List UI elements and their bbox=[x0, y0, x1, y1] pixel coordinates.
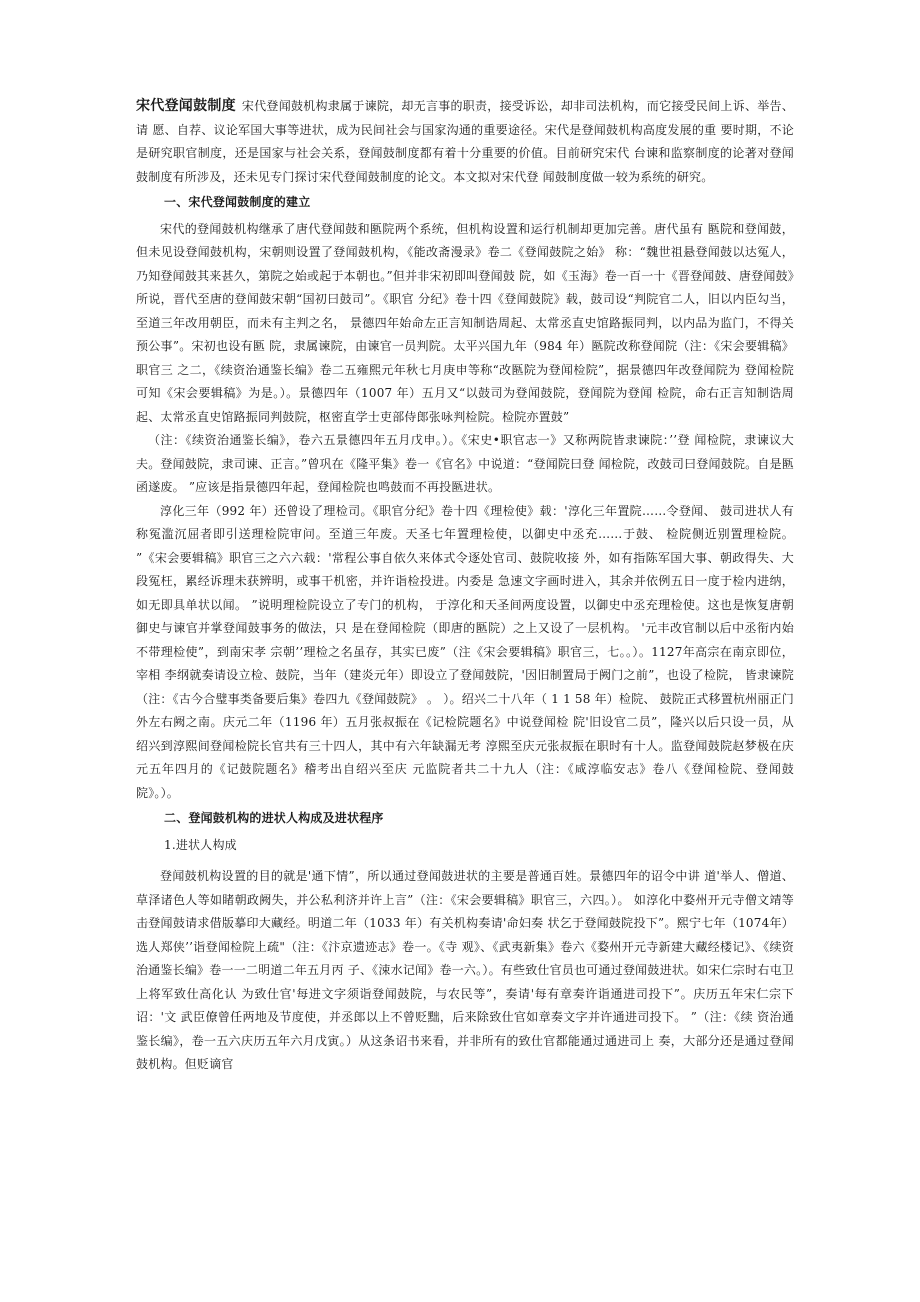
section1-paragraph-2: （注：《续资治通鉴长编》，卷六五景德四年五月戊申。）。《宋史•职官志一》又称两院皆隶谏院：’’登 闻检院，隶谏议大夫。登闻鼓院，隶司谏、正言。”曾巩在《隆平集》卷一《官名》中说道：“登闻院曰登 闻检院，改鼓司曰登闻鼓院。自是匦函遂废。 ”应该是指景德四年起，登闻检院也鸣鼓而不再投匦进状。 bbox=[136, 433, 794, 494]
section1-paragraph-3: 淳化三年（992 年）还曾设了理检司。《职官分纪》卷十四《理检使》载：'淳化三年置院……令登闻、 鼓司进状人有称冤滥沉屈者即引送理检院审问。至道三年废。天圣七年置理检使，以御史中丞充……于鼓、 检院侧近别置理检院。 ”《宋会要辑稿》职官三之六六载：'常程公事自依久来体式令逐处官司、鼓院收接 外，如有指陈军国大事、朝政得失、大段冤枉，累经诉理未获辨明，或事干机密，并许诣检投进。内委是 急速文字画时进入，其余并依例五日一度于检内进纳，如无即具单状以闻。 ”说明理检院设立了专门的机构， 于淳化和天圣间两度设置，以御史中丞充理检使。这也是恢复唐朝御史与谏官并掌登闻鼓事务的做法，只 是在登闻检院（即唐的匦院）之上又设了一层机构。 '元丰改官制以后中丞衔内始不带理检使”，到南宋孝 宗朝’’理检之名虽存，其实已废”（注《宋会要辑稿》职官三，七。。）。1127年高宗在南京即位，宰相 李纲就奏请设立检、鼓院，当年（建炎元年）即设立了登闻鼓院，'因旧制置局于阙门之前”，也设了检院， 皆隶谏院（注：《古今合璧事类备要后集》卷四九《登闻鼓院》 。 ）。绍兴二十八年（ 1 1 58 年）检院、 鼓院正式移置杭州丽正门外左右阙之南。庆元二年（1196 年）五月张叔振在《记检院题名》中说登闻检 院'旧设官二员”，隆兴以后只设一员，从绍兴到淳熙间登闻检院长官共有三十四人，其中有六年缺漏无考 淳熙至庆元张叔振在职时有十人。监登闻鼓院赵梦极在庆元五年四月的《记鼓院题名》稽考出自绍兴至庆 元监院者共二十九人（注：《咸淳临安志》卷八《登闻检院、登闻鼓院》。）。 bbox=[136, 503, 794, 800]
document-title: 宋代登闻鼓制度 bbox=[136, 98, 236, 114]
section-heading-1: 一、宋代登闻鼓制度的建立 bbox=[164, 195, 311, 209]
section-heading-2: 二、登闻鼓机构的进状人构成及进状程序 bbox=[164, 811, 384, 825]
subsection-heading-1: 1.进状人构成 bbox=[164, 837, 237, 852]
intro-paragraph bbox=[136, 95, 794, 189]
document-page bbox=[136, 95, 794, 1077]
section1-paragraph-1: 宋代的登闻鼓机构继承了唐代登闻鼓和匦院两个系统，但机构设置和运行机制却更加完善。唐代虽有 匦院和登闻鼓，但未见设登闻鼓机构，宋朝则设置了登闻鼓机构，《能改斋漫录》卷二《登闻鼓院之始》 称：“魏世祖悬登闻鼓以达冤人，乃知登闻鼓其来甚久，第院之始或起于本朝也。”但并非宋初即叫登闻鼓 院，如《玉海》卷一百一十《晋登闻鼓、唐登闻鼓》所说，晋代至唐的登闻鼓宋朝“国初曰鼓司”。《职官 分纪》卷十四《登闻鼓院》载，鼓司设“判院官二人，旧以内臣勾当，至道三年改用朝臣，而未有主判之名， 景德四年始命左正言知制诰周起、太常丞直史馆路振同判，以内品为监门，不得关预公事”。宋初也设有匦 院，隶属谏院，由谏官一员判院。太平兴国九年（984 年）匦院改称登闻院（注：《宋会要辑稿》职官三 之二，《续资治通鉴长编》卷二五雍熙元年秋七月庚申等称“改匦院为登闻检院”，据景德四年改登闻院为 登闻检院可知《宋会要辑稿》为是。）。景德四年（1007 年）五月又“以鼓司为登闻鼓院，登闻院为登闻 检院，命右正言知制诰周起、太常丞直史馆路振同判鼓院，枢密直学士吏部侍郎张咏判检院。检院亦置鼓” bbox=[136, 221, 794, 424]
section2-paragraph-1: 登闻鼓机构设置的目的就是'通下情”，所以通过登闻鼓进状的主要是普通百姓。景德四年的诏令中讲 道'举人、僧道、草泽诸色人等如睹朝政阙失，并公私利济并许上言”（注：《宋会要辑稿》职官三，六四。）。 如淳化中婺州开元寺僧文靖等击登闻鼓请求借版摹印大藏经。明道二年（1033 年）有关机构奏请'命妇奏 状乞于登闻鼓院投下”。熙宁七年（1074年）选人郑侠’’诣登闻检院上疏"（注：《汴京遗迹志》卷一。《寺 观》、《武夷新集》卷六《婺州开元寺新建大藏经楼记》、《续资治通鉴长编》卷一一二明道二年五月丙 子、《涑水记闻》卷一六。）。有些致仕官员也可通过登闻鼓进状。如宋仁宗时右屯卫上将军致仕高化认 为致仕官'每进文字须诣登闻鼓院，与农民等”，奏请'每有章奏许诣通进司投下”。庆历五年宋仁宗下诏：'文 武臣僚曾任两地及节度使，并丞郎以上不曾贬黜，后来除致仕官如章奏文字并许通进司投下。 ”（注：《续 资治通鉴长编》，卷一五六庆历五年六月戊寅。）从这条诏书来看，并非所有的致仕官都能通过通进司上 奏，大部分还是通过登闻鼓机构。但贬谪官 bbox=[136, 869, 794, 1071]
intro-text: 宋代登闻鼓机构隶属于谏院，却无言事的职责，接受诉讼，却非司法机构，而它接受民间上诉、举告、请 愿、自荐、议论军国大事等进状，成为民间社会与国家沟通的重要途径。宋代是登闻鼓机构高度发展的重 要时期，不论是研究职官制度，还是国家与社会关系，登闻鼓制度都有着十分重要的价值。目前研究宋代 台谏和监察制度的论著对登闻鼓制度有所涉及，还未见专门探讨宋代登闻鼓制度的论文。本文拟对宋代登 闻鼓制度做一较为系统的研究。 bbox=[136, 99, 794, 184]
